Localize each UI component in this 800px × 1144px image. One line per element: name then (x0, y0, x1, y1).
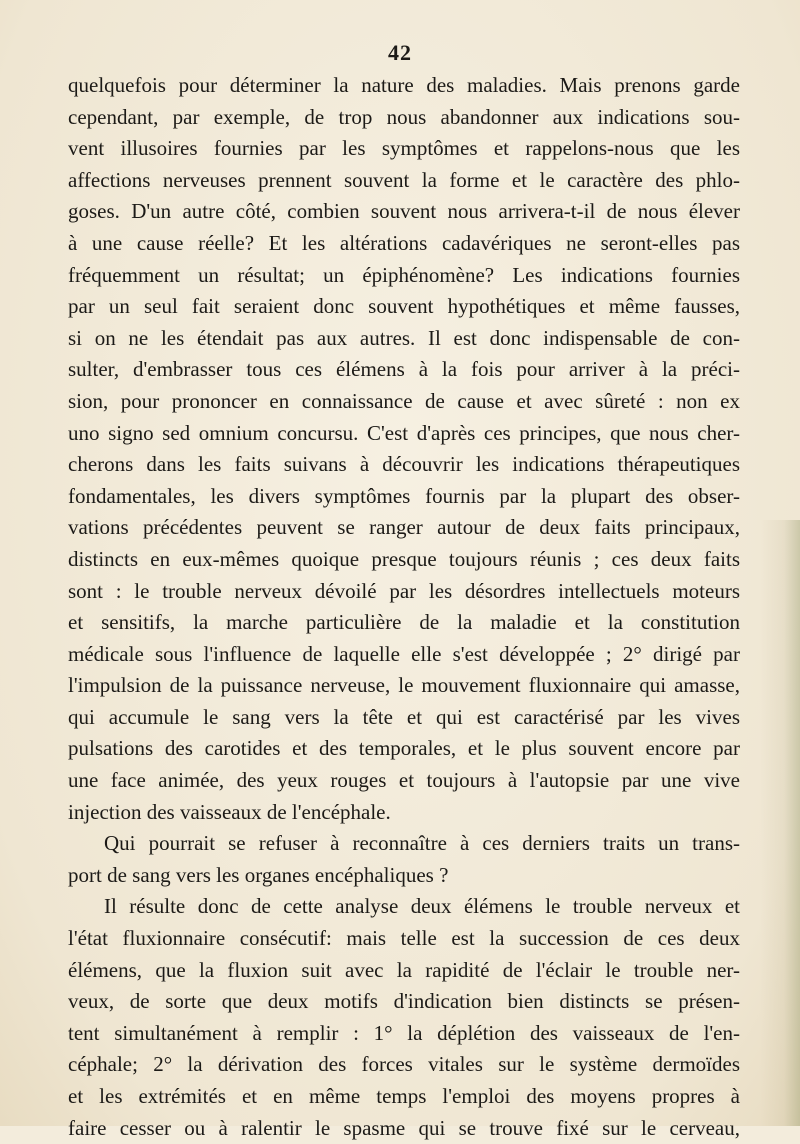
text-line: et sensitifs, la marche particulière de la maladie et la constitution (68, 610, 740, 635)
text-line: distincts en eux-mêmes quoique presque toujours réunis ; ces deux faits (68, 546, 740, 571)
text-line: faire cesser ou à ralentir le spasme qui se trouve fixé sur le cerveau, (68, 1115, 740, 1140)
text-line: à une cause réelle? Et les altérations cadavériques ne seront-elles pas (68, 230, 740, 255)
text-line: qui accumule le sang vers la tête et qui est caractérisé par les vives (68, 704, 740, 729)
text-line: élémens, que la fluxion suit avec la rapidité de l'éclair le trouble ner- (68, 957, 740, 982)
text-line: médicale sous l'influence de laquelle elle s'est développée ; 2° dirigé par (68, 641, 740, 666)
text-line: pulsations des carotides et des temporales, et le plus souvent encore par (68, 736, 740, 761)
paragraph-end-line: injection des vaisseaux de l'encéphale. (68, 799, 391, 824)
page-edge-stain (760, 520, 800, 1126)
text-line: veux, de sorte que deux motifs d'indication bien distincts se présen- (68, 989, 740, 1014)
text-line: céphale; 2° la dérivation des forces vitales sur le système dermoïdes (68, 1052, 740, 1077)
text-line: fréquemment un résultat; un épiphénomène? Les indications fournies (68, 262, 740, 287)
text-line: une face animée, des yeux rouges et toujours à l'autopsie par une vive (68, 768, 740, 793)
text-line: cherons dans les faits suivans à découvrir les indications thérapeutiques (68, 452, 740, 477)
page-number: 42 (388, 40, 412, 65)
text-line: si on ne les étendait pas aux autres. Il est donc indispensable de con- (68, 325, 740, 350)
text-line: et les extrémités et en même temps l'emploi des moyens propres à (68, 1084, 740, 1108)
text-line: tent simultanément à remplir : 1° la déplétion des vaisseaux de l'en- (68, 1020, 740, 1045)
text-line: affections nerveuses prennent souvent la forme et le caractère des phlo- (68, 167, 740, 192)
text-line: sion, pour prononcer en connaissance de cause et avec sûreté : non ex (68, 388, 740, 413)
text-line: quelquefois pour déterminer la nature des maladies. Mais prenons garde (68, 73, 740, 97)
text-line: l'état fluxionnaire consécutif: mais telle est la succession de ces deux (68, 926, 740, 951)
text-line: uno signo sed omnium concursu. C'est d'après ces principes, que nous cher- (68, 420, 740, 445)
text-line: vations précédentes peuvent se ranger autour de deux faits principaux, (68, 515, 740, 540)
text-line: par un seul fait seraient donc souvent hypothétiques et même fausses, (68, 294, 740, 319)
text-line: sont : le trouble nerveux dévoilé par les désordres intellectuels moteurs (68, 578, 740, 603)
text-line: l'impulsion de la puissance nerveuse, le mouvement fluxionnaire qui amasse, (68, 673, 740, 698)
text-line: goses. D'un autre côté, combien souvent nous arrivera-t-il de nous élever (68, 199, 740, 224)
paragraph-end-line: port de sang vers les organes encéphaliques ? (68, 862, 449, 887)
text-line: fondamentales, les divers symptômes fournis par la plupart des obser- (68, 483, 740, 508)
text-line: cependant, par exemple, de trop nous abandonner aux indications sou- (68, 104, 740, 129)
text-line: Qui pourrait se refuser à reconnaître à ces derniers traits un trans- (104, 831, 740, 856)
text-line: sulter, d'embrasser tous ces élémens à la fois pour arriver à la préci- (68, 357, 740, 382)
body-text (68, 70, 740, 1144)
text-line: vent illusoires fournies par les symptômes et rappelons-nous que les (68, 136, 740, 161)
text-line: Il résulte donc de cette analyse deux élémens le trouble nerveux et (104, 894, 740, 919)
